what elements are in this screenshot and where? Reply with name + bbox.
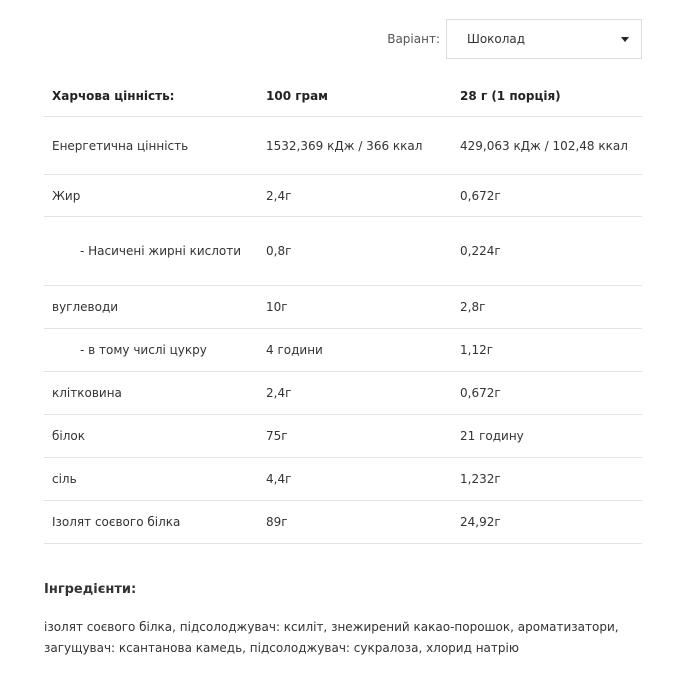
ingredients-text: ізолят соєвого білка, підсолоджувач: ксиліт, знежирений какао-порошок, ароматизатори, загущувач: ксантанова камедь, підсолоджувач: сукралоза, хлорид натрію [44, 620, 619, 655]
nutrient-per-serving: 24,92г [452, 501, 642, 544]
table-row [44, 117, 642, 175]
table-row [44, 175, 642, 217]
nutrient-name: вуглеводи [44, 286, 258, 329]
nutrient-per-100g: 1532,369 кДж / 366 ккал [258, 117, 452, 175]
nutrient-per-100g: 10г [258, 286, 452, 329]
header-per-serving: 28 г (1 порція) [452, 76, 642, 117]
nutrient-per-100g: 2,4г [258, 175, 452, 217]
nutrient-per-serving: 1,232г [452, 458, 642, 501]
table-row [44, 286, 642, 329]
nutrient-per-100g: 89г [258, 501, 452, 544]
nutrient-per-100g: 4,4г [258, 458, 452, 501]
nutrient-name: Ізолят соєвого білка [44, 501, 258, 544]
nutrient-name: Енергетична цінність [44, 117, 258, 175]
nutrient-per-100g: 0,8г [258, 217, 452, 286]
nutrient-per-serving: 0,224г [452, 217, 642, 286]
nutrition-table [44, 76, 642, 544]
nutrient-name: сіль [44, 458, 258, 501]
table-row [44, 501, 642, 544]
nutrient-per-serving: 1,12г [452, 329, 642, 372]
nutrient-name: білок [44, 415, 258, 458]
nutrient-name: - в тому числі цукру [44, 329, 258, 372]
variant-selector-row [0, 18, 642, 60]
header-nutrient: Харчова цінність: [44, 76, 258, 117]
header-per-100g: 100 грам [258, 76, 452, 117]
nutrient-per-100g: 2,4г [258, 372, 452, 415]
nutrition-table-header-row [44, 76, 642, 117]
table-row [44, 329, 642, 372]
nutrient-per-serving: 0,672г [452, 175, 642, 217]
nutrient-name: - Насичені жирні кислоти [44, 217, 258, 286]
variant-select[interactable] [446, 19, 642, 59]
table-row [44, 372, 642, 415]
nutrient-name: клітковина [44, 372, 258, 415]
nutrient-name: Жир [44, 175, 258, 217]
variant-selected-value: Шоколад [467, 32, 526, 46]
nutrient-per-serving: 2,8г [452, 286, 642, 329]
nutrient-per-100g: 4 години [258, 329, 452, 372]
ingredients-heading: Інгредієнти: [44, 582, 137, 597]
table-row [44, 458, 642, 501]
nutrient-per-serving: 21 годину [452, 415, 642, 458]
table-row [44, 415, 642, 458]
table-row [44, 217, 642, 286]
variant-label: Варіант: [387, 32, 440, 46]
caret-down-icon [621, 37, 629, 42]
nutrient-per-serving: 0,672г [452, 372, 642, 415]
nutrient-per-100g: 75г [258, 415, 452, 458]
nutrient-per-serving: 429,063 кДж / 102,48 ккал [452, 117, 642, 175]
